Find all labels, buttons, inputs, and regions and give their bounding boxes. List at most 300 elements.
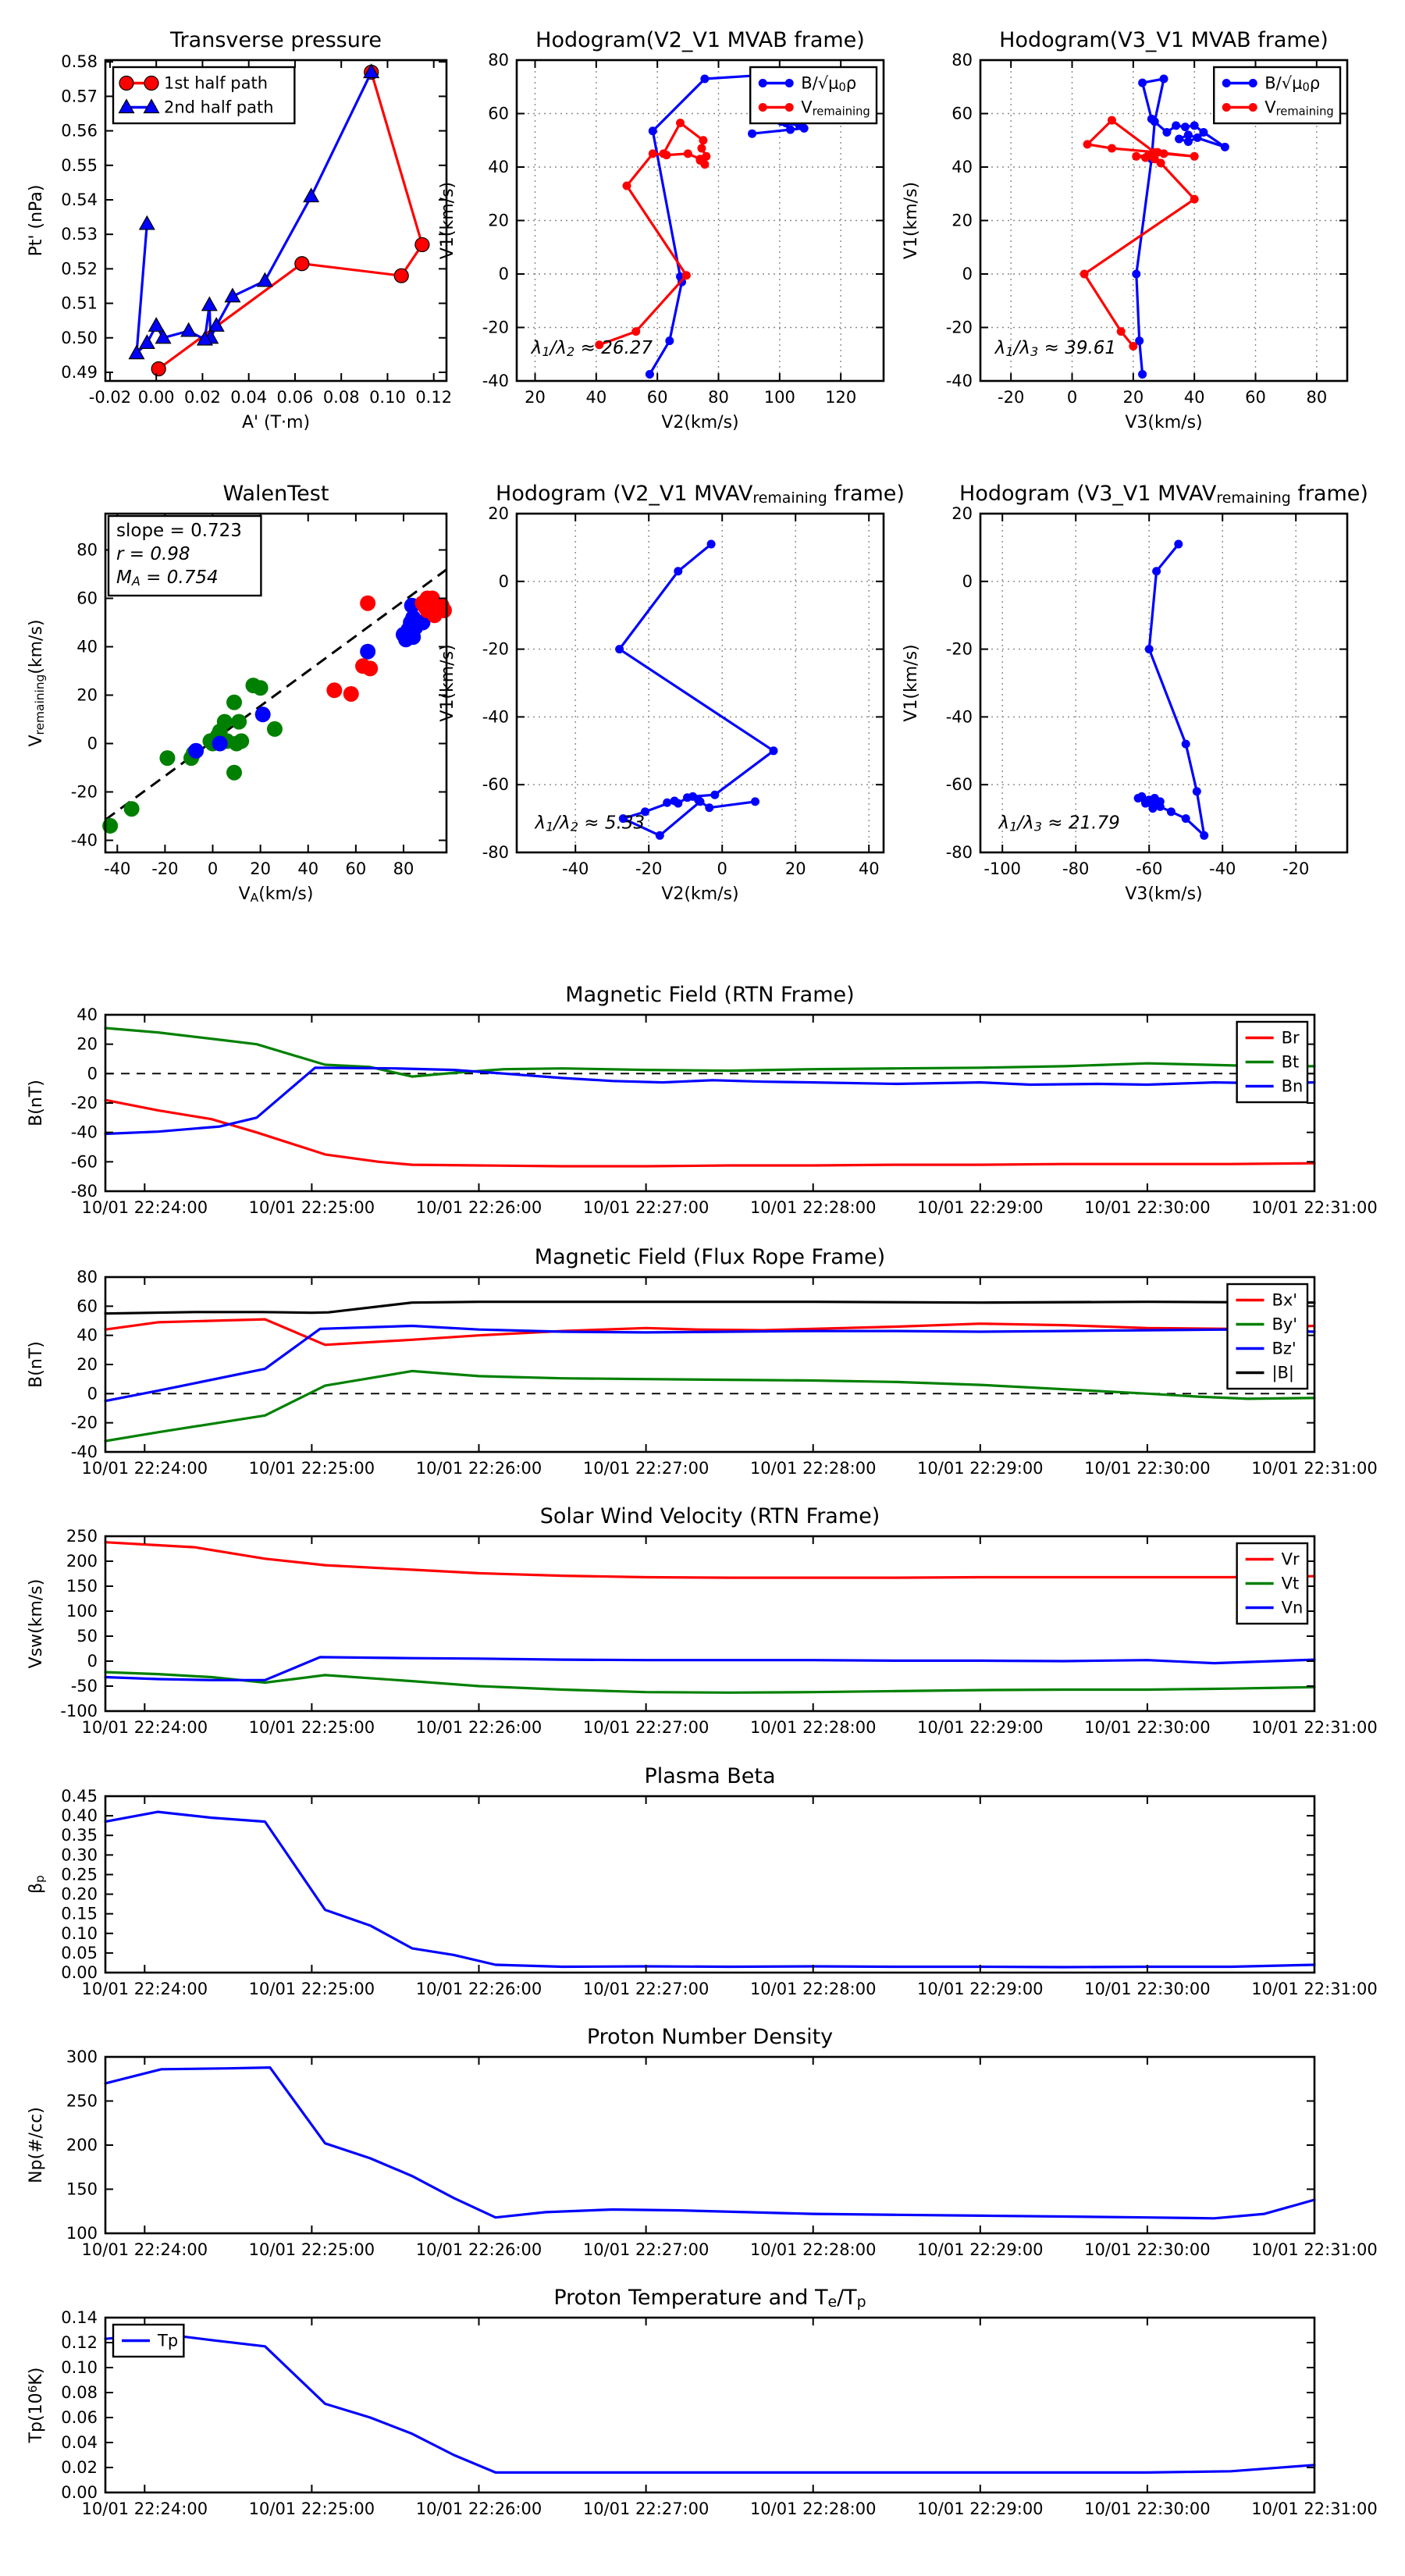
x-tick-label: 40 [297, 859, 319, 878]
y-tick-label: 0.15 [61, 1904, 98, 1923]
plot-title: Solar Wind Velocity (RTN Frame) [539, 1504, 880, 1528]
y-tick-label: -40 [70, 831, 98, 850]
plot-solar-wind-velocity [27, 1504, 1378, 1737]
x-tick-label: -100 [984, 859, 1022, 878]
y-axis-label: V1(km/s) [902, 644, 921, 722]
x-tick-label: 10/01 22:31:00 [1251, 2240, 1378, 2259]
y-tick-label: -80 [945, 843, 973, 862]
data-point-marker [144, 76, 158, 91]
data-point-marker [1222, 103, 1231, 112]
data-point-marker [140, 216, 155, 229]
x-tick-label: 10/01 22:29:00 [917, 1980, 1044, 1998]
data-point-marker [631, 327, 640, 336]
x-tick-label: 10/01 22:31:00 [1251, 1980, 1378, 1998]
data-point-marker [1129, 342, 1137, 350]
data-point-marker [394, 269, 408, 283]
data-point-marker [1222, 79, 1231, 87]
y-tick-label: 0.57 [61, 87, 98, 106]
y-tick-label: -40 [482, 372, 509, 390]
legend-label: B/√μ0ρ [1264, 73, 1321, 94]
y-tick-label: 40 [488, 158, 509, 176]
x-axis-label: VA(km/s) [238, 884, 314, 905]
y-axis-label: V1(km/s) [902, 181, 921, 260]
series-by- [105, 1371, 1314, 1441]
plot-title: WalenTest [222, 482, 329, 506]
series-br [105, 1100, 1314, 1166]
axes-frame [105, 1796, 1314, 1973]
plot-title: Magnetic Field (RTN Frame) [565, 983, 855, 1007]
y-tick-label: 0.53 [61, 225, 98, 244]
data-point-marker [656, 831, 664, 840]
y-tick-label: 300 [66, 2048, 98, 2066]
data-point-marker [1184, 137, 1193, 146]
y-tick-label: 250 [66, 1527, 98, 1546]
y-axis-label: βp [27, 1875, 47, 1894]
y-tick-label: -40 [945, 372, 973, 390]
x-tick-label: 0.06 [276, 388, 314, 407]
plot-hodogram-v3v1-mvav [902, 482, 1368, 904]
y-tick-label: -20 [945, 318, 973, 337]
legend [1227, 1284, 1307, 1389]
data-point-marker [1083, 140, 1092, 148]
x-tick-label: 10/01 22:26:00 [415, 2500, 542, 2518]
series-bz- [105, 1326, 1314, 1401]
info-line: r = 0.98 [116, 544, 190, 564]
x-tick-label: 20 [525, 388, 546, 407]
y-tick-label: 40 [76, 637, 98, 656]
series--b- [105, 1302, 1314, 1314]
legend-label: Bz' [1272, 1339, 1297, 1358]
plot-title: Plasma Beta [644, 1764, 776, 1788]
legend-label: Vremaining [1264, 98, 1334, 119]
x-tick-label: 10/01 22:24:00 [81, 1980, 208, 1998]
x-tick-label: 10/01 22:30:00 [1084, 1198, 1211, 1217]
x-tick-label: -40 [1209, 859, 1236, 878]
y-tick-label: 0 [962, 571, 973, 591]
y-tick-label: 80 [76, 540, 98, 560]
y-tick-label: 60 [76, 589, 98, 608]
x-axis-label: V2(km/s) [661, 884, 739, 904]
y-tick-label: 0.10 [61, 2358, 98, 2377]
x-tick-label: 10/01 22:24:00 [81, 2500, 208, 2518]
y-axis-label: Tp(106K) [26, 2367, 46, 2443]
y-tick-label: 0 [87, 1384, 98, 1404]
data-point-marker [295, 257, 309, 271]
y-tick-label: 0 [87, 734, 98, 753]
annotation: λ1/λ3 ≈ 21.79 [998, 813, 1120, 834]
axis-ticks [105, 1796, 1314, 1973]
y-axis-label: Vremaining(km/s) [27, 619, 47, 747]
data-point-marker [1193, 133, 1202, 142]
x-tick-label: 10/01 22:29:00 [917, 1459, 1044, 1478]
y-tick-label: 20 [76, 1355, 98, 1374]
data-point-marker [785, 79, 794, 87]
series-np [105, 2068, 1314, 2218]
y-tick-label: 20 [951, 211, 973, 230]
data-point-marker [665, 336, 674, 345]
y-tick-label: 50 [76, 1627, 98, 1646]
data-point-marker [1138, 79, 1147, 87]
x-tick-label: -20 [151, 859, 179, 878]
x-tick-label: 10/01 22:29:00 [917, 2240, 1044, 2259]
plot-transverse-pressure [27, 28, 452, 432]
x-axis-label: V3(km/s) [1125, 413, 1203, 432]
y-tick-label: -40 [945, 707, 973, 727]
data-point-marker [1193, 787, 1201, 795]
y-tick-label: 0.10 [61, 1923, 98, 1943]
data-point-marker [700, 74, 709, 83]
series-vr [105, 1542, 1314, 1578]
x-tick-label: 80 [1306, 388, 1328, 407]
legend-label: By' [1272, 1315, 1298, 1334]
x-tick-label: 10/01 22:31:00 [1251, 1198, 1378, 1217]
data-point-marker [699, 136, 707, 144]
x-tick-label: 10/01 22:30:00 [1084, 1459, 1211, 1478]
plot-title: Hodogram (V3_V1 MVAVremaining frame) [959, 482, 1368, 507]
plot-title: Magnetic Field (Flux Rope Frame) [534, 1245, 886, 1269]
x-tick-label: 20 [784, 859, 806, 878]
data-point-marker [1132, 270, 1140, 279]
data-point-marker [615, 645, 624, 653]
info-line: slope = 0.723 [116, 521, 242, 541]
x-tick-label: 10/01 22:27:00 [582, 1198, 710, 1217]
data-point-marker [1249, 79, 1257, 87]
y-tick-label: -20 [70, 782, 98, 802]
x-tick-label: 80 [708, 388, 729, 407]
y-axis-label: B(nT) [27, 1341, 46, 1388]
data-point-marker [1162, 128, 1171, 137]
legend-label: Vn [1281, 1598, 1304, 1617]
x-tick-label: 10/01 22:25:00 [248, 1718, 375, 1737]
x-tick-label: 10/01 22:24:00 [81, 2240, 208, 2259]
axes-frame [105, 1277, 1314, 1452]
y-tick-label: -20 [482, 318, 509, 337]
data-point-marker [1221, 143, 1229, 151]
series-bt [105, 1028, 1314, 1076]
plot-title: Transverse pressure [170, 28, 382, 52]
x-tick-label: 10/01 22:25:00 [248, 1459, 375, 1478]
y-axis-label: Np(#/cc) [27, 2107, 46, 2183]
x-tick-label: 10/01 22:30:00 [1084, 1718, 1211, 1737]
x-tick-label: 40 [858, 859, 880, 878]
y-tick-label: 0.52 [61, 259, 98, 279]
y-tick-label: -20 [482, 639, 509, 659]
x-tick-label: 10/01 22:25:00 [248, 1980, 375, 1998]
y-tick-label: 0.12 [61, 2333, 98, 2352]
data-point-marker [1156, 797, 1165, 806]
x-tick-label: 40 [585, 388, 607, 407]
data-point-marker [649, 149, 657, 158]
data-point-marker [785, 103, 794, 112]
data-point-marker [660, 149, 668, 158]
legend-label: Vremaining [801, 98, 870, 119]
data-point-marker [683, 793, 692, 802]
x-tick-label: 0.04 [230, 388, 268, 407]
legend-label: 1st half path [164, 73, 269, 93]
plot-plasma-beta [27, 1764, 1378, 1998]
axis-ticks [105, 2318, 1314, 2492]
plot-magnetic-field-flux-rope [27, 1245, 1378, 1478]
axis-ticks [105, 2057, 1314, 2233]
data-point-marker [1108, 144, 1116, 153]
data-point-marker [623, 181, 631, 190]
legend-label: Tp [158, 2331, 179, 2350]
y-tick-label: 60 [76, 1297, 98, 1316]
x-tick-label: 80 [393, 859, 414, 878]
y-tick-label: 0.02 [61, 2458, 98, 2477]
plot-proton-temperature [26, 2286, 1377, 2518]
data-point-marker [682, 271, 691, 279]
x-tick-label: 10/01 22:27:00 [582, 1980, 710, 1998]
y-tick-label: 0.30 [61, 1845, 98, 1865]
data-point-marker [759, 103, 767, 112]
x-tick-label: 0.08 [322, 388, 360, 407]
data-point-marker [663, 799, 671, 807]
data-point-marker [759, 79, 767, 87]
y-tick-label: 0.14 [61, 2308, 98, 2327]
x-tick-label: 10/01 22:31:00 [1251, 1459, 1378, 1478]
data-point-marker [800, 124, 809, 133]
data-point-marker [705, 803, 713, 812]
y-tick-label: 200 [66, 2136, 98, 2154]
y-tick-label: 0.51 [61, 294, 98, 313]
x-tick-label: 10/01 22:31:00 [1251, 2500, 1378, 2518]
data-point-marker [1172, 121, 1180, 130]
plot-hodogram-v2v1-mvav [438, 482, 905, 904]
x-tick-label: 60 [1245, 388, 1266, 407]
data-point-marker [1181, 123, 1190, 131]
y-tick-label: -60 [945, 775, 973, 795]
legend [1237, 1022, 1307, 1102]
plot-title: Hodogram(V3_V1 MVAB frame) [999, 28, 1329, 52]
y-tick-label: 20 [76, 1034, 98, 1054]
y-tick-label: 0.50 [61, 328, 98, 347]
plot-title: Hodogram(V2_V1 MVAB frame) [535, 28, 865, 52]
data-point-marker [674, 567, 682, 575]
data-point-marker [1249, 103, 1257, 112]
data-point-marker [304, 189, 318, 202]
y-tick-label: 0 [87, 1652, 98, 1670]
y-tick-label: 0.05 [61, 1943, 98, 1962]
x-tick-label: 0.10 [369, 388, 406, 407]
y-tick-label: 150 [66, 2179, 98, 2199]
x-tick-label: 10/01 22:29:00 [917, 2500, 1044, 2518]
series-bn [105, 1068, 1314, 1134]
x-tick-label: 10/01 22:30:00 [1084, 2500, 1211, 2518]
x-tick-label: 10/01 22:26:00 [415, 1980, 542, 1998]
y-tick-label: -80 [70, 1182, 98, 1201]
annotation: λ1/λ2 ≈ 26.27 [531, 338, 653, 359]
x-tick-label: -40 [104, 859, 131, 878]
y-tick-label: 0.54 [61, 190, 98, 209]
x-tick-label: 10/01 22:28:00 [749, 2500, 877, 2518]
y-tick-label: 0.56 [61, 121, 98, 141]
x-tick-label: 10/01 22:28:00 [749, 1980, 877, 1998]
info-box [108, 516, 261, 596]
data-point-marker [707, 540, 716, 549]
legend-label: Bt [1281, 1052, 1300, 1072]
data-point-marker [181, 323, 196, 336]
data-point-marker [1190, 121, 1199, 130]
x-tick-label: 10/01 22:28:00 [749, 1198, 877, 1217]
data-point-marker [149, 318, 164, 331]
legend-label: Bn [1281, 1076, 1304, 1096]
y-tick-label: 0.35 [61, 1826, 98, 1845]
x-tick-label: 60 [345, 859, 367, 878]
axis-ticks [105, 1277, 1314, 1452]
y-tick-label: 0.00 [61, 1963, 98, 1982]
data-point-marker [710, 791, 719, 799]
plot-hodogram-v2v1-mvab [438, 28, 884, 432]
x-tick-label: 0 [1066, 388, 1078, 407]
y-tick-label: 0.04 [61, 2433, 98, 2452]
data-point-marker [649, 126, 657, 135]
data-point-marker [676, 119, 685, 127]
x-tick-label: -20 [635, 859, 663, 878]
legend [113, 2325, 183, 2357]
x-tick-label: -0.02 [88, 388, 132, 407]
y-tick-label: -40 [70, 1443, 98, 1461]
x-tick-label: 0.00 [137, 388, 175, 407]
x-tick-label: 0.12 [415, 388, 453, 407]
data-point-marker [697, 144, 706, 153]
data-point-marker [1148, 799, 1157, 808]
data-point-marker [751, 797, 759, 806]
legend-label: Bx' [1272, 1290, 1298, 1310]
y-tick-label: -80 [482, 843, 509, 862]
x-axis-label: V3(km/s) [1125, 884, 1203, 904]
series-vn [105, 1657, 1314, 1680]
series-v-remaining [595, 119, 710, 349]
data-point-marker [1141, 797, 1150, 806]
x-tick-label: 20 [1122, 388, 1144, 407]
x-tick-label: -20 [1282, 859, 1310, 878]
y-tick-label: -60 [482, 775, 509, 795]
plot-hodogram-v3v1-mvab [902, 28, 1347, 432]
data-point-marker [1175, 135, 1183, 144]
annotation: λ1/λ2 ≈ 5.33 [535, 813, 646, 834]
y-tick-label: 60 [951, 104, 973, 123]
legend-label: Br [1281, 1028, 1300, 1048]
data-point-marker [1152, 567, 1161, 575]
y-tick-label: 20 [76, 685, 98, 705]
y-tick-label: 0.25 [61, 1865, 98, 1884]
data-point-marker [1080, 270, 1089, 279]
y-tick-label: -20 [945, 639, 973, 659]
data-point-marker [748, 130, 756, 138]
data-point-marker [646, 370, 654, 379]
data-point-marker [1147, 115, 1156, 123]
y-tick-label: -40 [70, 1123, 98, 1142]
y-tick-label: 0 [87, 1064, 98, 1083]
data-point-marker [1182, 814, 1190, 823]
legend [1237, 1543, 1307, 1624]
x-axis-label: A' (T·m) [241, 413, 311, 432]
y-tick-label: 40 [951, 158, 973, 176]
series-beta-p [105, 1812, 1314, 1967]
data-point-marker [696, 797, 705, 806]
y-tick-label: 0.20 [61, 1884, 98, 1904]
axis-ticks [105, 1536, 1314, 1711]
data-point-marker [1108, 116, 1116, 125]
y-tick-label: -40 [482, 707, 509, 727]
series-tp [105, 2331, 1314, 2473]
y-tick-label: 60 [488, 104, 509, 123]
y-tick-label: 20 [488, 504, 509, 523]
legend-label: Vt [1281, 1574, 1300, 1593]
y-tick-label: 0.58 [61, 52, 98, 72]
y-tick-label: 80 [76, 1268, 98, 1286]
x-tick-label: 10/01 22:25:00 [248, 1198, 375, 1217]
y-tick-label: 0 [498, 265, 509, 283]
series-fit-slope-0-723 [105, 570, 446, 820]
x-tick-label: 0 [717, 859, 727, 878]
data-point-marker [151, 362, 165, 376]
data-point-marker [258, 273, 272, 286]
y-tick-label: 20 [488, 211, 509, 230]
legend-label: B/√μ0ρ [801, 73, 857, 94]
y-tick-label: 40 [76, 1325, 98, 1345]
data-point-marker [415, 237, 429, 251]
x-tick-label: 10/01 22:27:00 [582, 1718, 710, 1737]
x-tick-label: 0 [207, 859, 219, 878]
data-point-marker [1117, 327, 1126, 336]
series-vt [105, 1672, 1314, 1692]
legend-label: 2nd half path [164, 98, 274, 117]
x-tick-label: 60 [646, 388, 668, 407]
legend [1214, 67, 1340, 123]
y-tick-label: 0.55 [61, 155, 98, 175]
x-tick-label: 40 [1183, 388, 1205, 407]
axes-frame [105, 2318, 1314, 2492]
x-tick-label: -80 [1062, 859, 1090, 878]
data-point-marker [670, 797, 679, 806]
x-tick-label: 10/01 22:24:00 [81, 1718, 208, 1737]
y-axis-label: Pt' (nPa) [27, 184, 46, 257]
legend-label: |B| [1272, 1363, 1295, 1382]
y-tick-label: 0.06 [61, 2408, 98, 2427]
axes-frame [105, 2057, 1314, 2233]
y-tick-label: 0 [498, 571, 509, 591]
plot-proton-number-density [27, 2025, 1378, 2259]
data-point-marker [1138, 370, 1147, 379]
data-point-marker [1174, 540, 1183, 549]
y-tick-label: -100 [60, 1702, 98, 1720]
data-point-marker [119, 76, 133, 91]
y-axis-label: V1(km/s) [438, 181, 457, 260]
x-tick-label: 10/01 22:29:00 [917, 1718, 1044, 1737]
data-point-marker [684, 149, 692, 158]
y-axis-label: Vsw(km/s) [27, 1578, 46, 1669]
x-tick-label: 10/01 22:26:00 [415, 1459, 542, 1478]
y-tick-label: 100 [66, 1602, 98, 1621]
plot-title: Proton Number Density [586, 2025, 834, 2049]
y-tick-label: 0.49 [61, 362, 98, 382]
x-tick-label: 10/01 22:27:00 [582, 2240, 710, 2259]
x-tick-label: 10/01 22:27:00 [582, 2500, 710, 2518]
annotation: λ1/λ3 ≈ 39.61 [994, 338, 1117, 359]
data-point-marker [1190, 195, 1199, 204]
y-tick-label: 80 [488, 51, 509, 69]
x-tick-label: 0.02 [184, 388, 221, 407]
data-point-marker [1145, 645, 1154, 653]
plot-title: Proton Temperature and Te/Tp [553, 2286, 866, 2311]
data-point-marker [702, 152, 710, 161]
data-point-marker [1160, 74, 1168, 83]
y-tick-label: 0.08 [61, 2383, 98, 2402]
y-axis-label: B(nT) [27, 1080, 46, 1126]
x-tick-label: 10/01 22:24:00 [81, 1198, 208, 1217]
